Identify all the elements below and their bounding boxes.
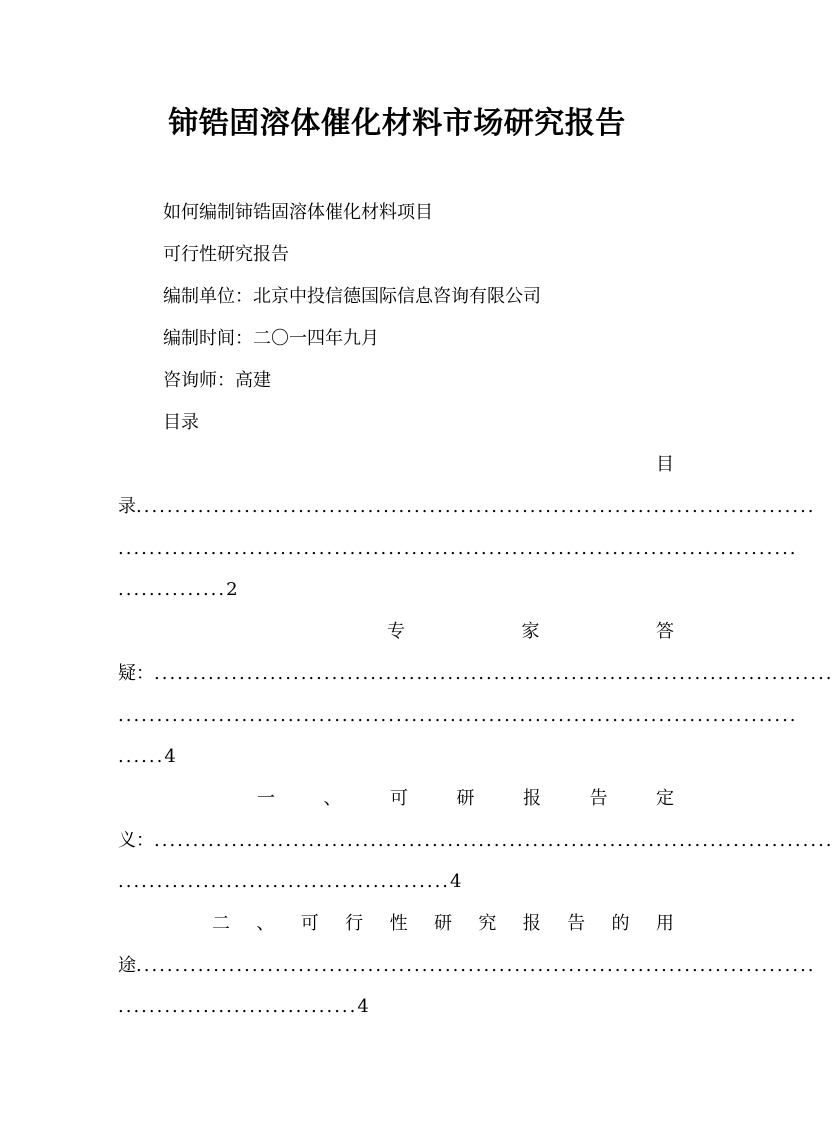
meta-line-1: 如何编制铈锆固溶体催化材料项目 — [163, 202, 433, 223]
toc-leader-dots: ........................................................................................ — [136, 496, 816, 517]
document-title: 铈锆固溶体催化材料市场研究报告 — [168, 106, 626, 141]
toc-entry-3-heading: 一 、 可 研 报 告 定 — [257, 788, 674, 809]
toc-entry-2-page — [118, 745, 674, 769]
toc-entry-lead: 义： — [118, 830, 154, 851]
toc-entry-lead: 录 — [118, 496, 136, 517]
toc-page-ref: ......4 — [118, 746, 178, 767]
toc-entry-lead: 途 — [118, 955, 136, 976]
toc-entry-2-heading: 专 家 答 — [387, 621, 674, 642]
toc-page-ref: ...........................................4 — [118, 871, 464, 892]
toc-entry-4-page — [118, 995, 674, 1019]
toc-page-ref: ...............................4 — [118, 996, 371, 1017]
meta-line-2: 可行性研究报告 — [163, 244, 289, 265]
toc-entry-2-dots: ........................................................................................ — [118, 705, 798, 726]
toc-entry-4-line[interactable]: 途........................................................................................ — [118, 955, 816, 976]
compiling-unit: 编制单位：北京中投信德国际信息咨询有限公司 — [163, 286, 541, 307]
toc-entry-1-dots: ........................................................................................ — [118, 538, 798, 559]
toc-caption: 目录 — [163, 412, 199, 433]
toc-entry-3-page — [118, 870, 674, 894]
toc-page-ref: ..............2 — [118, 579, 240, 600]
consultant: 咨询师：高建 — [163, 370, 271, 391]
toc-entry-1-page — [118, 578, 674, 602]
toc-entry-1-heading — [118, 453, 674, 477]
toc-entry-1-line[interactable] — [118, 495, 816, 519]
compiling-date: 编制时间：二〇一四年九月 — [163, 328, 379, 349]
toc-entry-lead: 疑： — [118, 663, 154, 684]
toc-entry-3-line[interactable]: 义：........................................................................................ — [118, 830, 834, 851]
toc-entry-2-line[interactable]: 疑：........................................................................................ — [118, 663, 834, 684]
toc-heading-char: 目 — [656, 454, 674, 475]
toc-entry-4-heading: 二 、 可 行 性 研 究 报 告 的 用 — [212, 913, 674, 934]
